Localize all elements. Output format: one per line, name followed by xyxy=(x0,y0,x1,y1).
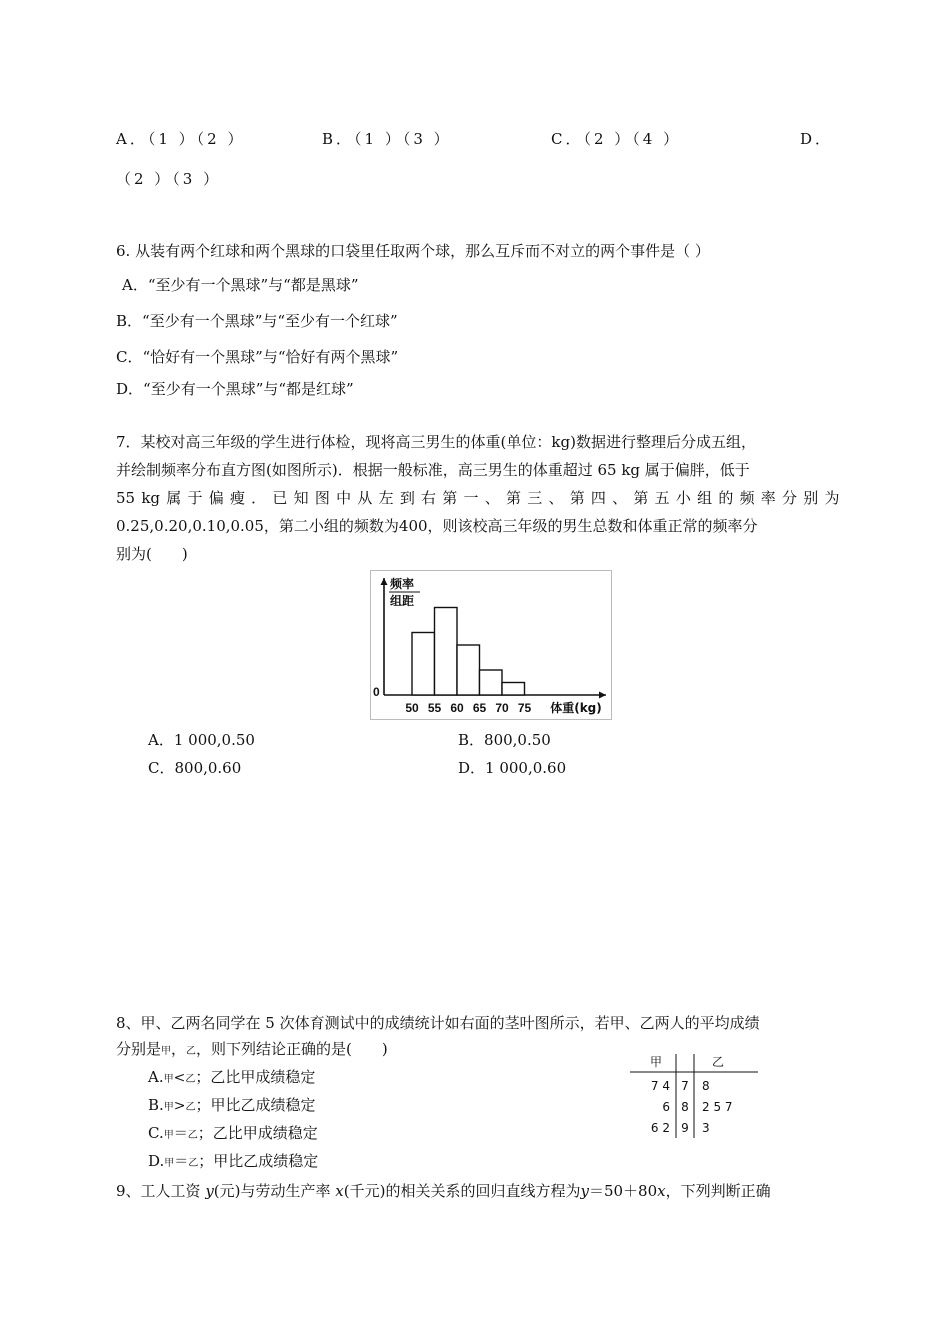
q9-text-1: 9、工人工资 xyxy=(116,1182,206,1200)
stem-leaf-left-leaves: 7 4 xyxy=(650,1079,670,1093)
stem-leaf-left-leaves: 6 xyxy=(662,1100,670,1114)
q8-sep: ， xyxy=(171,1040,187,1058)
x-tick-label: 60 xyxy=(450,701,464,715)
histogram-bar xyxy=(435,608,458,696)
q7-line-3-token: 已 xyxy=(272,489,288,507)
q8-option-sub-jia: 甲 xyxy=(163,1102,174,1113)
q7-line-3-token: 一 xyxy=(463,489,479,507)
q7-line-3-token: ． xyxy=(251,489,267,507)
histogram-frame xyxy=(371,571,612,720)
q7-line-3-token: 第 xyxy=(505,489,521,507)
histogram-svg xyxy=(370,570,612,720)
q7-line-3 xyxy=(116,484,840,512)
q8-option xyxy=(148,1066,315,1087)
q7-option-b: B．800,0.50 xyxy=(458,731,551,749)
q7-line-3-token: kg xyxy=(141,489,161,507)
q8-option xyxy=(148,1094,316,1115)
q9-var-x: x xyxy=(335,1182,344,1200)
q5-option-b: B．（1 ）（3 ） xyxy=(322,130,452,148)
q8-option-sub-jia: 甲 xyxy=(164,1158,175,1169)
q7-line-3-token: 、 xyxy=(612,489,628,507)
x-axis-arrow xyxy=(599,692,606,699)
q7-stem xyxy=(116,428,840,568)
stem-leaf-stem: 7 xyxy=(681,1079,689,1093)
stem-leaf-header-left: 甲 xyxy=(650,1055,663,1069)
q7-line-3-token: 率 xyxy=(760,489,776,507)
stem-leaf-left-leaves: 6 2 xyxy=(650,1121,670,1135)
stem-leaf-right-leaves: 2 5 7 xyxy=(702,1100,733,1114)
q8-option-sub-yi: 乙 xyxy=(188,1158,199,1169)
y-axis-label-bottom: 组距 xyxy=(390,594,415,608)
q5-option-d-label: D． xyxy=(800,130,834,148)
q8-option-sub-yi: 乙 xyxy=(187,1130,198,1141)
q9-text-3: (千元)的相关关系的回归直线方程为 xyxy=(343,1182,581,1200)
q8-option-sub-yi: 乙 xyxy=(185,1074,196,1085)
q8-option-label: B. xyxy=(148,1096,164,1114)
x-tick-label: 55 xyxy=(427,701,442,715)
y-axis-arrow xyxy=(381,578,388,585)
q8-sub-jia: 甲 xyxy=(161,1046,172,1057)
q8-option-label: D. xyxy=(148,1152,165,1170)
q7-line-3-token: 瘦 xyxy=(229,489,245,507)
q7-line-3-token: 四 xyxy=(590,489,606,507)
stem-leaf-right-leaves: 8 xyxy=(702,1079,710,1093)
q8-option-relation: < xyxy=(173,1070,186,1086)
q8-option-text: ；乙比甲成绩稳定 xyxy=(195,1068,316,1086)
q8-option xyxy=(148,1150,318,1171)
stem-leaf-header-right: 乙 xyxy=(712,1055,725,1069)
q6-option-b: B．“至少有一个黑球”与“至少有一个红球” xyxy=(116,312,398,330)
q7-line-3-token: 从 xyxy=(357,489,373,507)
origin-label: 0 xyxy=(373,685,380,699)
q7-option-a: A．1 000,0.50 xyxy=(148,731,255,749)
q7-line-3-token: 的 xyxy=(718,489,734,507)
q8-option-sub-jia: 甲 xyxy=(163,1074,174,1085)
q8-option xyxy=(148,1122,318,1143)
q7-line-3-token: 知 xyxy=(293,489,309,507)
q7-line-4: 0.25,0.20,0.10,0.05，第二小组的频数为400，则该校高三年级的男生总数和体重正常的频率分 xyxy=(116,517,758,535)
q9-eq-x: x xyxy=(657,1182,666,1200)
stem-leaf-svg xyxy=(630,1052,760,1140)
q7-line-3-token: 三 xyxy=(527,489,543,507)
q7-line-3-token: 图 xyxy=(314,489,330,507)
q8-option-text: ；甲比乙成绩稳定 xyxy=(198,1152,319,1170)
q8-option-text: ；甲比乙成绩稳定 xyxy=(195,1096,316,1114)
q7-line-3-token: 为 xyxy=(824,489,840,507)
q8-option-relation: ＝ xyxy=(173,1126,188,1142)
q7-line-3-token: 中 xyxy=(336,489,352,507)
q9-text-2: (元)与劳动生产率 xyxy=(213,1182,336,1200)
q7-line-3-token: 第 xyxy=(633,489,649,507)
x-tick-label: 75 xyxy=(517,701,532,715)
q7-line-3-token: 右 xyxy=(421,489,437,507)
stem-leaf-plot xyxy=(630,1052,760,1140)
q7-line-3-token: 、 xyxy=(484,489,500,507)
q7-line-3-token: 别 xyxy=(803,489,819,507)
q8-sub-yi: 乙 xyxy=(186,1046,197,1057)
q5-option-d-continued: （2 ）（3 ） xyxy=(116,170,222,188)
q8-option-text: ；乙比甲成绩稳定 xyxy=(197,1124,318,1142)
q7-line-2: 并绘制频率分布直方图(如图所示)．根据一般标准，高三男生的体重超过 65 kg 属于偏胖，低于 xyxy=(116,461,750,479)
x-tick-label: 50 xyxy=(405,701,419,715)
q8-stem-line-1: 8、甲、乙两名同学在 5 次体育测试中的成绩统计如右面的茎叶图所示，若甲、乙两人的平均成绩 xyxy=(116,1014,760,1032)
q7-line-3-token: 55 xyxy=(116,489,136,507)
q5-option-a: A．（1 ）（2 ） xyxy=(116,130,246,148)
x-tick-label: 70 xyxy=(495,701,509,715)
q9-eq-y: y xyxy=(580,1182,589,1200)
q8-stem-line-2 xyxy=(116,1038,388,1059)
q9-text-4: ＝50＋80 xyxy=(588,1182,658,1200)
q8-option-relation: ＝ xyxy=(174,1154,189,1170)
q7-line-5: 别为( ) xyxy=(116,545,188,563)
q7-line-3-token: 、 xyxy=(548,489,564,507)
q8-option-sub-yi: 乙 xyxy=(185,1102,196,1113)
frequency-histogram xyxy=(370,570,612,720)
q7-line-3-token: 偏 xyxy=(208,489,224,507)
histogram-bar xyxy=(412,633,435,696)
x-tick-label: 65 xyxy=(472,701,487,715)
q8-option-label: A. xyxy=(148,1068,164,1086)
q5-option-c: C．（2 ）（4 ） xyxy=(551,130,682,148)
stem-leaf-stem: 8 xyxy=(681,1100,689,1114)
histogram-bar xyxy=(457,645,480,695)
q9-var-y: y xyxy=(205,1182,214,1200)
q7-line-3-token: 第 xyxy=(569,489,585,507)
histogram-bar xyxy=(480,670,503,695)
q9-text-5: ，下列判断正确 xyxy=(665,1182,771,1200)
q6-option-a: A．“至少有一个黑球”与“都是黑球” xyxy=(122,276,359,294)
q8-text-a: 分别是 xyxy=(116,1040,162,1058)
q7-option-d: D．1 000,0.60 xyxy=(458,759,567,777)
q7-line-3-token: 分 xyxy=(782,489,798,507)
q6-stem: 6. 从装有两个红球和两个黑球的口袋里任取两个球，那么互斥而不对立的两个事件是（ ） xyxy=(116,242,710,260)
q7-line-3-token: 第 xyxy=(442,489,458,507)
q7-line-1: 7．某校对高三年级的学生进行体检，现将高三男生的体重(单位：kg)数据进行整理后分成五组， xyxy=(116,433,756,451)
q7-line-3-token: 小 xyxy=(675,489,691,507)
y-axis-label-top: 频率 xyxy=(390,577,415,591)
q7-line-3-token: 到 xyxy=(399,489,415,507)
q7-line-3-token: 于 xyxy=(187,489,203,507)
q7-line-3-token: 属 xyxy=(166,489,182,507)
q8-text-b: ，则下列结论正确的是( ) xyxy=(196,1040,388,1058)
histogram-bar xyxy=(502,683,525,696)
q6-option-c: C．“恰好有一个黑球”与“恰好有两个黑球” xyxy=(116,348,399,366)
stem-leaf-stem: 9 xyxy=(681,1121,689,1135)
stem-leaf-right-leaves: 3 xyxy=(702,1121,710,1135)
q8-option-sub-jia: 甲 xyxy=(163,1130,174,1141)
q7-line-3-token: 五 xyxy=(654,489,670,507)
q7-line-3-token: 组 xyxy=(697,489,713,507)
q9-stem xyxy=(116,1180,771,1201)
q6-option-d: D．“至少有一个黑球”与“都是红球” xyxy=(116,380,354,398)
q8-option-label: C. xyxy=(148,1124,164,1142)
q7-line-3-token: 左 xyxy=(378,489,394,507)
x-axis-label: 体重(kg) xyxy=(550,701,602,715)
q7-option-c: C．800,0.60 xyxy=(148,759,242,777)
q7-line-3-token: 频 xyxy=(739,489,755,507)
q8-option-relation: > xyxy=(173,1098,186,1114)
